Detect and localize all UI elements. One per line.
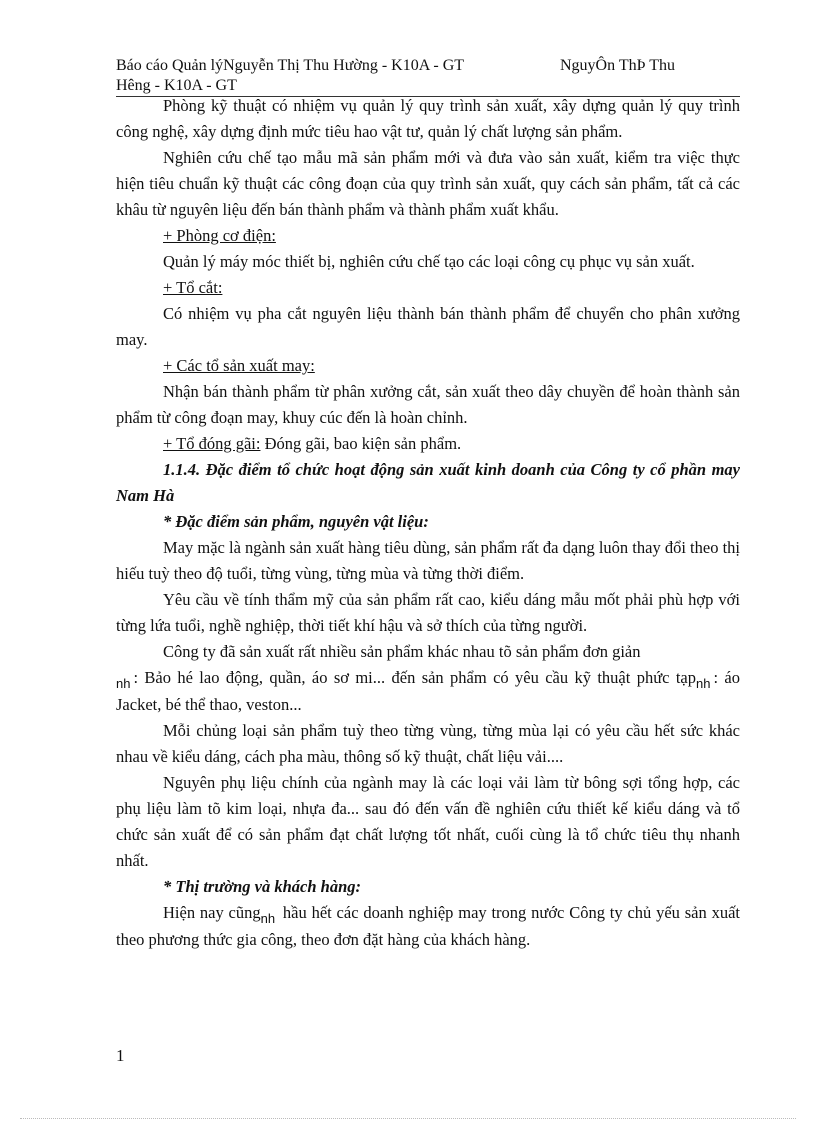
artifact-text: nh: [260, 911, 276, 926]
subsection-heading: * Thị trường và khách hàng:: [163, 877, 361, 896]
header-left: Báo cáo Quản lýNguyễn Thị Thu Hường - K10A - GT: [116, 57, 465, 74]
paragraph: Phòng kỹ thuật có nhiệm vụ quản lý quy trình sản xuất, xây dựng quản lý quy trình công nghệ, xây dựng định mức tiêu hao vật tư, quản lý chất lượng sản phẩm.: [116, 96, 740, 141]
subheading-to-dong-gai: + Tổ đóng gãi:: [163, 434, 261, 453]
document-body: [116, 93, 740, 953]
paragraph: Quản lý máy móc thiết bị, nghiên cứu chế tạo các loại công cụ phục vụ sản xuất.: [163, 252, 695, 271]
paragraph: May mặc là ngành sản xuất hàng tiêu dùng, sản phẩm rất đa dạng luôn thay đổi theo thị hiếu tuỳ theo độ tuổi, từng vùng, từng mùa và từng thời điểm.: [116, 538, 740, 583]
running-header: [116, 56, 740, 96]
subsection-heading: * Đặc điểm sản phẩm, nguyên vật liệu:: [163, 512, 429, 531]
subheading-to-cat: + Tổ cắt:: [163, 278, 223, 297]
paragraph: Nguyên phụ liệu chính của ngành may là các loại vải làm từ bông sợi tổng hợp, các phụ liệu làm tõ kim loại, nhựa đa... sau đó đến vấn đề nghiên cứu thiết kế kiểu dáng và tổ chức sản xuất để có sản phẩm đạt chất lượng tốt nhất, cuối cùng là tổ chức tiêu thụ nhanh nhất.: [116, 773, 740, 870]
paragraph: Yêu cầu về tính thẩm mỹ của sản phẩm rất cao, kiểu dáng mẫu mốt phải phù hợp với từng lứa tuổi, nghề nghiệp, thời tiết khí hậu và sở thích của từng người.: [116, 590, 740, 635]
paragraph: Nghiên cứu chế tạo mẫu mã sản phẩm mới và đưa vào sản xuất, kiểm tra việc thực hiện tiêu chuẩn kỹ thuật các công đoạn của quy trình sản xuất, quy cách sản phẩm, tất cả các khâu từ nguyên liệu đến bán thành phẩm và thành phẩm xuất khẩu.: [116, 148, 740, 219]
paragraph: Công ty đã sản xuất rất nhiều sản phẩm khác nhau tõ sản phẩm đơn giản $_{nh}$ : Bảo hé lao động, quần, áo sơ mi... đến sản phẩm có yêu cầu kỹ thuật phức tạp$_{nh}$ : áo Jacket, bé thể thao, veston...: [116, 642, 740, 714]
paragraph: Hiện nay cũng$_{nh}$ hầu hết các doanh nghiệp may trong nước Công ty chủ yếu sản xuất theo phương thức gia công, theo đơn đặt hàng của khách hàng.: [116, 903, 740, 949]
artifact-text: nh: [696, 676, 711, 691]
paragraph: Có nhiệm vụ pha cắt nguyên liệu thành bán thành phẩm để chuyển cho phân xưởng may.: [116, 304, 740, 349]
subheading-phong-co-dien: + Phòng cơ điện:: [163, 226, 276, 245]
header-line2: Hêng - K10A - GT: [116, 77, 237, 94]
subheading-to-san-xuat-may: + Các tổ sản xuất may:: [163, 356, 315, 375]
header-right: NguyÔn ThÞ Thu: [560, 57, 675, 74]
page-number: 1: [116, 1046, 125, 1065]
paragraph-inline: Đóng gãi, bao kiện sản phẩm.: [260, 434, 462, 453]
paragraph: Nhận bán thành phẩm từ phân xưởng cắt, sản xuất theo dây chuyền để hoàn thành sản phẩm từ công đoạn may, khuy cúc đến là hoàn chỉnh.: [116, 382, 740, 427]
artifact-text: nh: [116, 676, 131, 691]
section-heading: 1.1.4. Đặc điểm tổ chức hoạt động sản xuất kinh doanh của Công ty cổ phần may Nam Hà: [116, 460, 740, 505]
paragraph: Mỗi chủng loại sản phẩm tuỳ theo từng vùng, từng mùa lại có yêu cầu hết sức khác nhau về kiểu dáng, cách pha màu, thông số kỹ thuật, chất liệu vải....: [116, 721, 740, 766]
page-bottom-border: [20, 1118, 796, 1119]
